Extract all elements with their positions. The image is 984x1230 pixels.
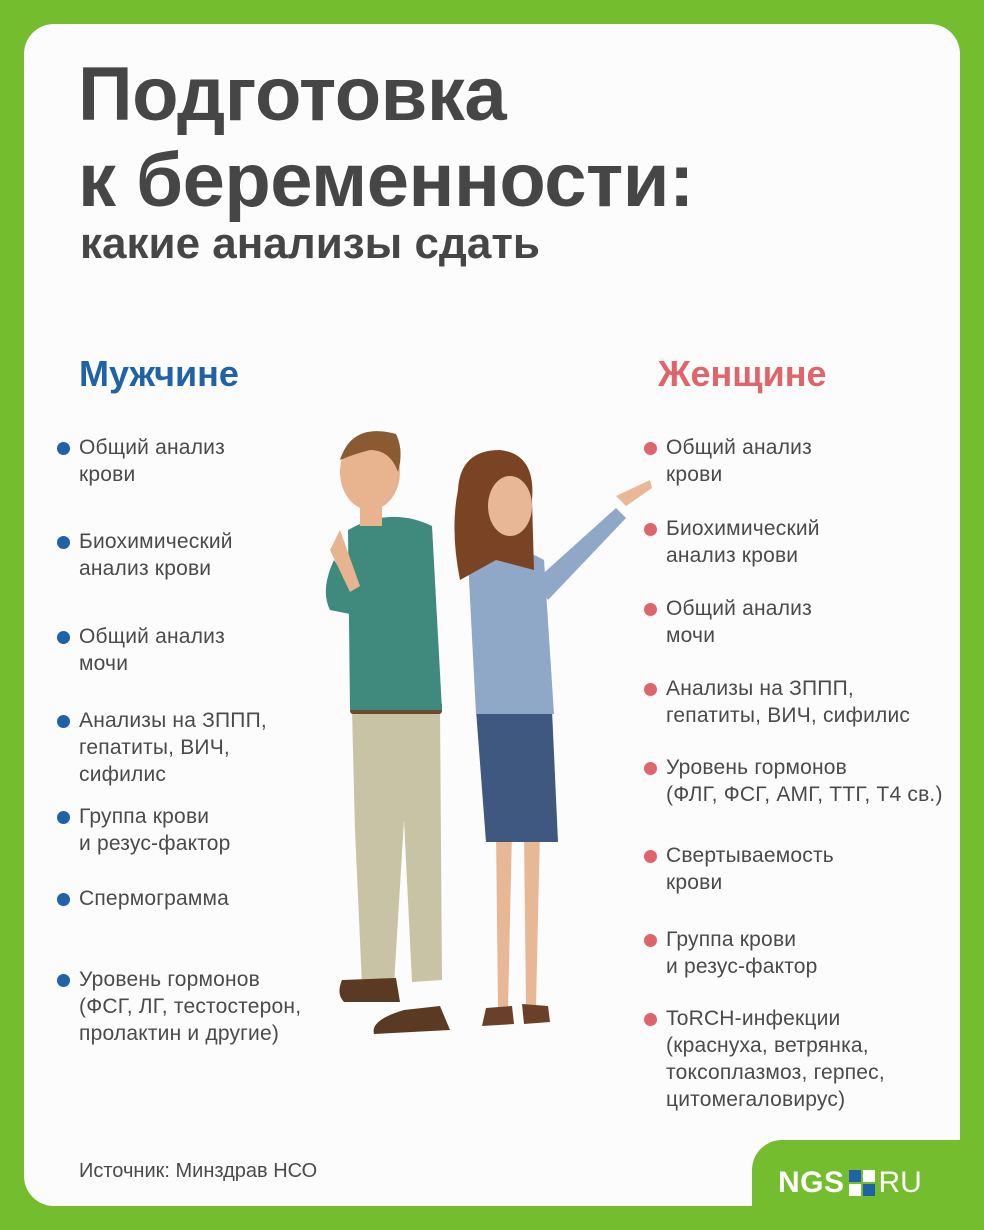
bullet-dot <box>57 715 70 728</box>
men-item: Уровень гормонов (ФСГ, ЛГ, тестостерон, пролактин и другие) <box>79 966 301 1047</box>
logo-text: NGS <box>778 1166 845 1199</box>
source-note: Источник: Минздрав НСО <box>79 1160 318 1182</box>
women-item: Общий анализ крови <box>666 434 812 488</box>
men-item: Биохимический анализ крови <box>79 528 233 582</box>
bullet-dot <box>57 631 70 644</box>
men-item: Группа крови и резус-фактор <box>79 803 231 857</box>
women-item: Общий анализ мочи <box>666 595 812 649</box>
women-heading: Женщине <box>658 353 827 394</box>
ngs-logo <box>778 1166 922 1200</box>
bullet-dot <box>57 811 70 824</box>
man-figure <box>326 431 450 1034</box>
men-item: Общий анализ мочи <box>79 623 225 677</box>
woman-figure <box>454 450 652 1026</box>
men-item: Анализы на ЗППП, гепатиты, ВИЧ, сифилис <box>79 707 267 788</box>
women-item: Свертываемость крови <box>666 842 834 896</box>
bullet-dot <box>57 442 70 455</box>
women-item: Анализы на ЗППП, гепатиты, ВИЧ, сифилис <box>666 675 910 729</box>
logo-domain: RU <box>878 1166 922 1199</box>
men-item: Общий анализ крови <box>79 434 225 488</box>
women-item: ToRCH-инфекции (краснуха, ветрянка, токсоплазмоз, герпес, цитомегаловирус) <box>666 1005 885 1113</box>
page-subtitle: какие анализы сдать <box>80 219 540 268</box>
men-heading: Мужчине <box>79 353 239 394</box>
bullet-dot <box>57 536 70 549</box>
women-item: Группа крови и резус-фактор <box>666 926 818 980</box>
women-item: Уровень гормонов (ФЛГ, ФСГ, АМГ, ТТГ, Т4 св.) <box>666 754 943 808</box>
men-item: Спермограмма <box>79 885 229 912</box>
bullet-dot <box>57 974 70 987</box>
couple-illustration <box>300 410 660 1060</box>
page-title: Подготовка к беременности: <box>78 52 694 223</box>
women-item: Биохимический анализ крови <box>666 515 820 569</box>
bullet-dot <box>57 893 70 906</box>
logo-square-icon <box>849 1170 875 1196</box>
